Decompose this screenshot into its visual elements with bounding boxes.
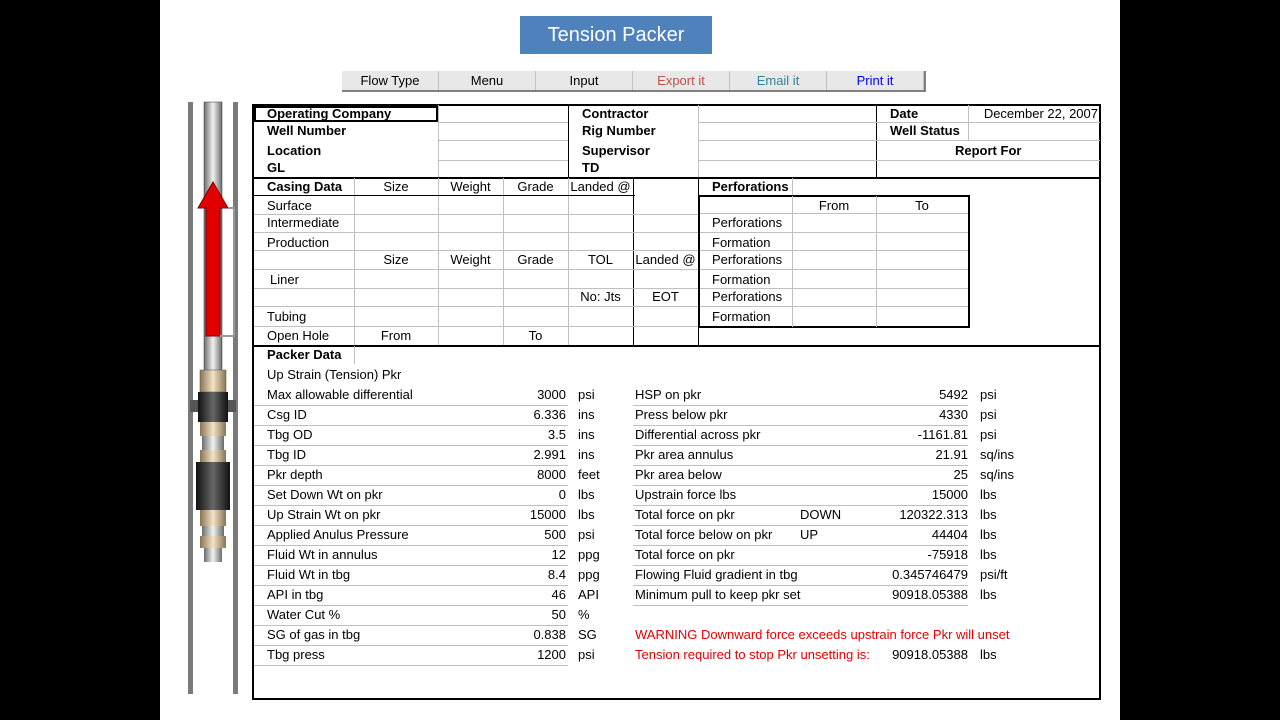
menu-input[interactable]: Input bbox=[536, 71, 633, 90]
result-direction: DOWN bbox=[800, 507, 842, 522]
casing-col-grade: Grade bbox=[517, 179, 554, 194]
perf-row-4: Formation bbox=[712, 272, 771, 287]
input-value[interactable]: 6.336 bbox=[533, 407, 566, 422]
input-unit: ppg bbox=[578, 547, 600, 562]
result-unit: lbs bbox=[980, 507, 997, 522]
supervisor-label: Supervisor bbox=[582, 143, 650, 158]
result-value: 15000 bbox=[931, 487, 968, 502]
result-label: Upstrain force lbs bbox=[635, 487, 737, 502]
liner-col-tol: TOL bbox=[587, 252, 614, 267]
casing-col-landed: Landed @ bbox=[570, 179, 631, 194]
input-unit: % bbox=[578, 607, 590, 622]
result-direction: UP bbox=[800, 527, 819, 542]
input-label: Up Strain Wt on pkr bbox=[267, 507, 381, 522]
input-value[interactable]: 12 bbox=[551, 547, 566, 562]
menu-email[interactable]: Email it bbox=[730, 71, 827, 90]
input-value[interactable]: 0.838 bbox=[533, 627, 566, 642]
input-label: Pkr depth bbox=[267, 467, 323, 482]
perf-row-2: Formation bbox=[712, 235, 771, 250]
well-status-label: Well Status bbox=[890, 123, 960, 138]
menu-print[interactable]: Print it bbox=[827, 71, 924, 90]
liner-col-grade: Grade bbox=[517, 252, 554, 267]
input-label: Set Down Wt on pkr bbox=[267, 487, 383, 502]
menu-export[interactable]: Export it bbox=[633, 71, 730, 90]
result-label: Press below pkr bbox=[635, 407, 728, 422]
liner-col-size: Size bbox=[383, 252, 409, 267]
perf-row-3: Perforations bbox=[712, 252, 783, 267]
tension-unit: lbs bbox=[980, 647, 997, 662]
input-label: Applied Anulus Pressure bbox=[267, 527, 409, 542]
input-unit: API bbox=[578, 587, 599, 602]
menu-menu[interactable]: Menu bbox=[439, 71, 536, 90]
casing-data-title: Casing Data bbox=[267, 179, 343, 194]
page-title: Tension Packer bbox=[520, 16, 712, 54]
perf-row-1: Perforations bbox=[712, 215, 783, 230]
input-unit: ins bbox=[578, 407, 595, 422]
input-value[interactable]: 2.991 bbox=[533, 447, 566, 462]
perf-row-6: Formation bbox=[712, 309, 771, 324]
packer-subtitle: Up Strain (Tension) Pkr bbox=[267, 367, 402, 382]
result-label: Differential across pkr bbox=[635, 427, 761, 442]
menu-bar bbox=[342, 71, 926, 92]
result-label: Total force on pkr bbox=[635, 547, 735, 562]
result-unit: psi bbox=[980, 387, 997, 402]
input-unit: psi bbox=[578, 387, 595, 402]
no-jts-label: No: Jts bbox=[580, 289, 621, 304]
input-unit: psi bbox=[578, 647, 595, 662]
perf-row-5: Perforations bbox=[712, 289, 783, 304]
menu-flow-type[interactable]: Flow Type bbox=[342, 71, 439, 90]
result-unit: psi/ft bbox=[980, 567, 1008, 582]
result-unit: sq/ins bbox=[980, 447, 1014, 462]
open-hole-from: From bbox=[380, 328, 412, 343]
input-label: Water Cut % bbox=[267, 607, 341, 622]
operating-company-label: Operating Company bbox=[267, 106, 392, 121]
up-arrow-icon bbox=[198, 182, 234, 336]
input-value[interactable]: 8000 bbox=[537, 467, 566, 482]
result-label: Minimum pull to keep pkr set bbox=[635, 587, 801, 602]
slide bbox=[160, 0, 1120, 720]
result-unit: lbs bbox=[980, 547, 997, 562]
result-label: Total force below on pkr bbox=[635, 527, 773, 542]
location-label: Location bbox=[267, 143, 322, 158]
production-label: Production bbox=[267, 235, 330, 250]
input-value[interactable]: 3.5 bbox=[547, 427, 566, 442]
result-label: Pkr area below bbox=[635, 467, 722, 482]
warning-text: WARNING Downward force exceeds upstrain force Pkr will unset bbox=[635, 627, 1010, 642]
input-value[interactable]: 15000 bbox=[529, 507, 566, 522]
perforations-title: Perforations bbox=[712, 179, 789, 194]
report-for-label: Report For bbox=[955, 143, 1022, 158]
result-unit: psi bbox=[980, 427, 997, 442]
result-value: -75918 bbox=[927, 547, 968, 562]
result-label: Pkr area annulus bbox=[635, 447, 734, 462]
input-value[interactable]: 500 bbox=[544, 527, 566, 542]
gl-label: GL bbox=[267, 160, 286, 175]
input-value[interactable]: 8.4 bbox=[547, 567, 566, 582]
result-unit: psi bbox=[980, 407, 997, 422]
tubing-label: Tubing bbox=[267, 309, 307, 324]
input-value[interactable]: 46 bbox=[551, 587, 566, 602]
input-label: Fluid Wt in annulus bbox=[267, 547, 378, 562]
packer-data-title: Packer Data bbox=[267, 347, 342, 362]
packer-icon bbox=[190, 370, 236, 562]
result-unit: lbs bbox=[980, 527, 997, 542]
result-value: 21.91 bbox=[935, 447, 968, 462]
input-unit: SG bbox=[578, 627, 597, 642]
input-unit: lbs bbox=[578, 487, 595, 502]
input-label: Tbg press bbox=[267, 647, 325, 662]
casing-col-weight: Weight bbox=[450, 179, 491, 194]
date-label: Date bbox=[890, 106, 919, 121]
result-value: 5492 bbox=[939, 387, 968, 402]
result-value: 120322.313 bbox=[899, 507, 968, 522]
result-unit: sq/ins bbox=[980, 467, 1014, 482]
result-label: Total force on pkr bbox=[635, 507, 735, 522]
input-label: SG of gas in tbg bbox=[267, 627, 361, 642]
result-value: 0.345746479 bbox=[892, 567, 968, 582]
liner-label: Liner bbox=[270, 272, 299, 287]
open-hole-label: Open Hole bbox=[267, 328, 330, 343]
contractor-label: Contractor bbox=[582, 106, 649, 121]
wellbore-diagram-icon bbox=[186, 100, 242, 696]
surface-label: Surface bbox=[267, 198, 312, 213]
casing-col-size: Size bbox=[383, 179, 409, 194]
tension-value: 90918.05388 bbox=[892, 647, 968, 662]
tension-label: Tension required to stop Pkr unsetting is: bbox=[635, 647, 870, 662]
result-label: HSP on pkr bbox=[635, 387, 702, 402]
liner-col-landed: Landed @ bbox=[635, 252, 696, 267]
input-label: Fluid Wt in tbg bbox=[267, 567, 351, 582]
input-label: Max allowable differential bbox=[267, 387, 413, 402]
input-unit: ins bbox=[578, 447, 595, 462]
perf-col-to: To bbox=[915, 198, 929, 213]
intermediate-label: Intermediate bbox=[267, 215, 340, 230]
result-value: 25 bbox=[953, 467, 968, 482]
result-unit: lbs bbox=[980, 587, 997, 602]
result-value: 90918.05388 bbox=[892, 587, 968, 602]
input-value[interactable]: 50 bbox=[551, 607, 566, 622]
input-label: Tbg OD bbox=[267, 427, 313, 442]
date-value: December 22, 2007 bbox=[983, 106, 1098, 121]
eot-label: EOT bbox=[652, 289, 679, 304]
perf-col-from: From bbox=[818, 198, 850, 213]
input-label: Csg ID bbox=[267, 407, 307, 422]
input-label: Tbg ID bbox=[267, 447, 307, 462]
input-unit: feet bbox=[578, 467, 600, 482]
td-label: TD bbox=[582, 160, 600, 175]
open-hole-to: To bbox=[528, 328, 543, 343]
result-value: 4330 bbox=[939, 407, 968, 422]
well-number-label: Well Number bbox=[267, 123, 347, 138]
input-value[interactable]: 0 bbox=[558, 487, 566, 502]
input-value[interactable]: 1200 bbox=[537, 647, 566, 662]
input-unit: lbs bbox=[578, 507, 595, 522]
result-unit: lbs bbox=[980, 487, 997, 502]
input-unit: ppg bbox=[578, 567, 600, 582]
input-unit: psi bbox=[578, 527, 595, 542]
liner-col-weight: Weight bbox=[450, 252, 491, 267]
input-unit: ins bbox=[578, 427, 595, 442]
input-label: API in tbg bbox=[267, 587, 324, 602]
result-label: Flowing Fluid gradient in tbg bbox=[635, 567, 798, 582]
result-value: 44404 bbox=[931, 527, 968, 542]
rig-number-label: Rig Number bbox=[582, 123, 656, 138]
input-value[interactable]: 3000 bbox=[537, 387, 566, 402]
result-value: -1161.81 bbox=[917, 427, 968, 442]
